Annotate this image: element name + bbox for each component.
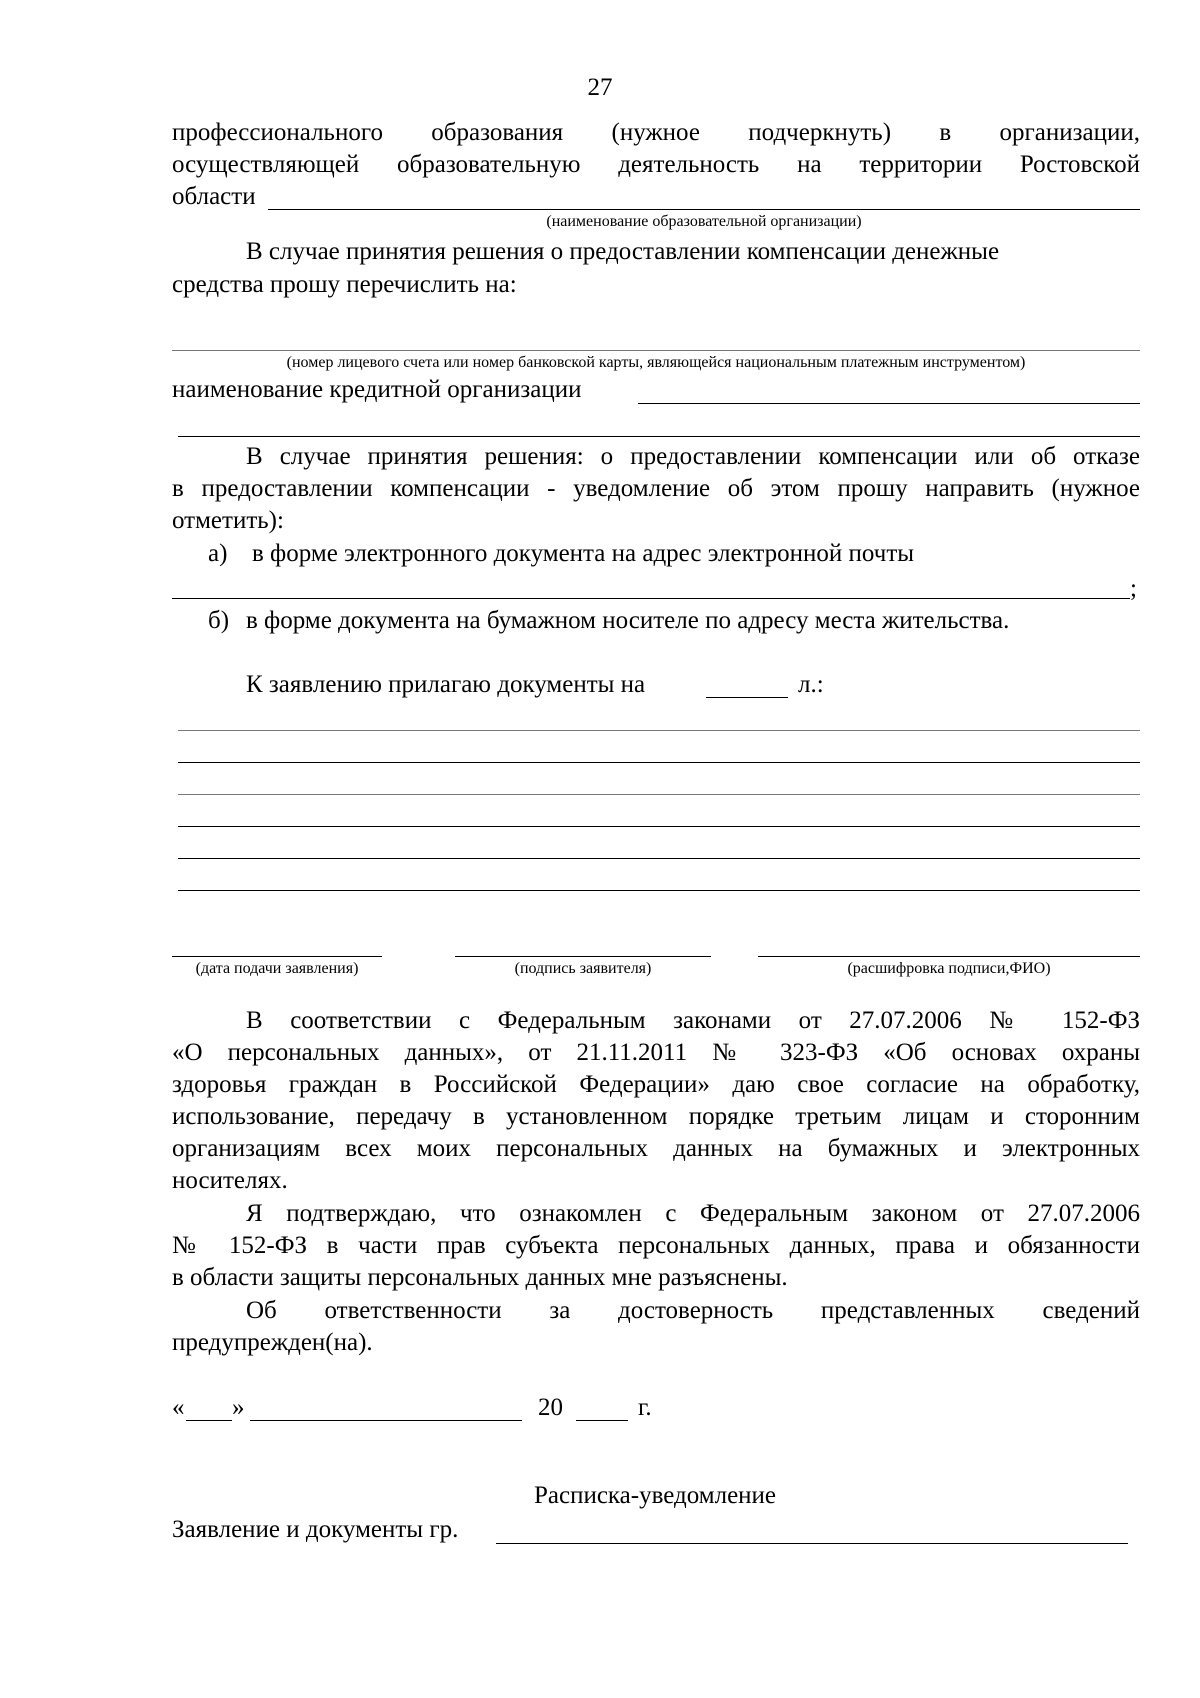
option-a-marker: а): [208, 540, 228, 567]
consent-line: Я подтверждаю, что ознакомлен с Федеральным законом от 27.07.2006: [246, 1200, 1140, 1227]
attachments-line[interactable]: [178, 890, 1140, 891]
receipt-line: Заявление и документы гр.: [172, 1516, 459, 1543]
email-address-field[interactable]: [172, 598, 1130, 599]
paragraph-line: средства прошу перечислить на:: [172, 271, 517, 298]
month-field[interactable]: [250, 1420, 522, 1421]
bank-label: наименование кредитной организации: [172, 376, 582, 403]
date-year-suffix: г.: [638, 1394, 652, 1421]
date-close-quote: »: [232, 1394, 245, 1421]
paragraph-line: В случае принятия решения о предоставлении компенсации денежные: [246, 238, 1000, 265]
option-b-marker: б): [208, 607, 230, 634]
date-open-quote: «: [172, 1394, 185, 1421]
paragraph-line: В случае принятия решения: о предоставлении компенсации или об отказе: [246, 443, 1140, 470]
applicant-signature-field[interactable]: [455, 956, 711, 957]
day-field[interactable]: [186, 1420, 232, 1421]
date-signature-field[interactable]: [172, 956, 382, 957]
option-a-text: в форме электронного документа на адрес электронной почты: [252, 540, 915, 567]
paragraph-line: области: [172, 183, 256, 210]
attachments-line[interactable]: [178, 826, 1140, 827]
attachments-line[interactable]: [178, 730, 1140, 731]
bank-name-field-continued[interactable]: [178, 436, 1140, 437]
name-caption: (расшифровка подписи,ФИО): [847, 960, 1051, 977]
sheet-count-field[interactable]: [706, 697, 788, 698]
consent-line: использование, передачу в установленном порядке третьим лицам и сторонним: [172, 1103, 1140, 1130]
date-caption: (дата подачи заявления): [195, 960, 359, 977]
attachments-suffix: л.:: [798, 671, 824, 698]
consent-line: в области защиты персональных данных мне разъяснены.: [172, 1264, 788, 1291]
date-century: 20: [538, 1394, 563, 1421]
paragraph-line: профессионального образования (нужное подчеркнуть) в организации,: [172, 119, 1140, 146]
bank-name-field[interactable]: [638, 403, 1140, 404]
paragraph-line: в предоставлении компенсации - уведомление об этом прошу направить (нужное: [172, 475, 1140, 502]
receipt-citizen-field[interactable]: [496, 1543, 1128, 1544]
paragraph-line: осуществляющей образовательную деятельность на территории Ростовской: [172, 151, 1140, 178]
page-number: 27: [587, 74, 613, 101]
semicolon: ;: [1130, 575, 1137, 602]
option-b-text: в форме документа на бумажном носителе по адресу места жительства.: [246, 607, 1010, 634]
consent-line: «О персональных данных», от 21.11.2011 № 323-ФЗ «Об основах охраны: [172, 1039, 1140, 1066]
attachments-line[interactable]: [178, 794, 1140, 795]
consent-line: здоровья граждан в Российской Федерации» даю свое согласие на обработку,: [172, 1071, 1140, 1098]
account-number-field[interactable]: [172, 350, 1140, 351]
consent-line: организациям всех моих персональных данных на бумажных и электронных: [172, 1135, 1140, 1162]
paragraph-line: отметить):: [172, 507, 284, 534]
year-field[interactable]: [576, 1420, 628, 1421]
attachments-line[interactable]: [178, 762, 1140, 763]
signature-caption: (подпись заявителя): [514, 960, 652, 977]
consent-line: В соответствии с Федеральным законами от 27.07.2006 № 152-ФЗ: [246, 1007, 1140, 1034]
attachments-line[interactable]: [178, 858, 1140, 859]
consent-line: № 152-ФЗ в части прав субъекта персональных данных, права и обязанности: [172, 1232, 1140, 1259]
education-org-field[interactable]: [268, 209, 1140, 210]
account-number-caption: (номер лицевого счета или номер банковской карты, являющейся национальным платежным инструментом): [286, 354, 1026, 371]
consent-line: предупрежден(на).: [172, 1329, 373, 1356]
signature-name-field[interactable]: [758, 956, 1140, 957]
consent-line: Об ответственности за достоверность представленных сведений: [246, 1297, 1140, 1324]
attachments-text: К заявлению прилагаю документы на: [246, 671, 646, 698]
consent-line: носителях.: [172, 1167, 288, 1194]
education-org-caption: (наименование образовательной организации): [546, 213, 862, 230]
receipt-title: Расписка-уведомление: [533, 1482, 777, 1509]
